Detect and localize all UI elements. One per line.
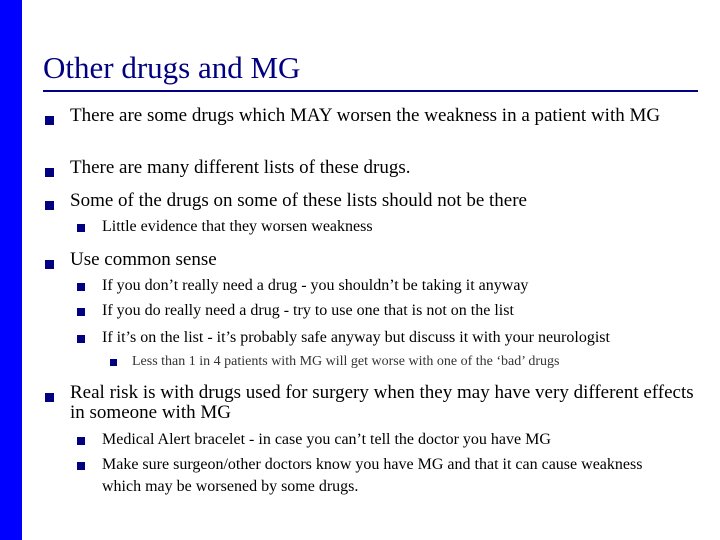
- sub-bullet-item: [80, 216, 700, 238]
- square-bullet-icon: [45, 260, 54, 269]
- sub-bullet-item: [80, 429, 700, 451]
- sub-bullet-text: Medical Alert bracelet - in case you can’t tell the doctor you have MG: [102, 431, 551, 448]
- bullet-text: Real risk is with drugs used for surgery when they may have very different effects in someone with MG: [70, 382, 694, 423]
- square-bullet-icon: [77, 283, 85, 291]
- sub-bullet-text: If you don’t really need a drug - you shouldn’t be taking it anyway: [102, 277, 529, 294]
- sub-bullet-text: Little evidence that they worsen weakness: [102, 218, 373, 235]
- square-bullet-icon: [77, 462, 85, 470]
- square-bullet-icon: [77, 308, 85, 316]
- square-bullet-icon: [110, 359, 117, 366]
- sub-bullet-text: If it’s on the list - it’s probably safe anyway but discuss it with your neurologist: [102, 329, 610, 346]
- sub-bullet-item: [80, 275, 700, 297]
- bullet-item: [48, 191, 698, 211]
- sub-sub-bullet-text: Less than 1 in 4 patients with MG will get worse with one of the ‘bad’ drugs: [132, 354, 560, 369]
- bullet-item: [48, 106, 698, 126]
- square-bullet-icon: [45, 168, 54, 177]
- left-accent-bar: [0, 0, 22, 540]
- sub-bullet-item: [80, 300, 700, 322]
- square-bullet-icon: [45, 393, 54, 402]
- sub-bullet-item: [80, 454, 660, 498]
- title-underline: [43, 90, 698, 92]
- bullet-text: There are some drugs which MAY worsen the weakness in a patient with MG: [70, 105, 661, 126]
- sub-sub-bullet-item: [113, 353, 703, 371]
- left-accent-divider: [22, 0, 24, 540]
- square-bullet-icon: [77, 437, 85, 445]
- bullet-text: There are many different lists of these drugs.: [70, 157, 411, 178]
- bullet-text: Some of the drugs on some of these lists should not be there: [70, 190, 527, 211]
- bullet-text: Use common sense: [70, 249, 217, 270]
- sub-bullet-text: Make sure surgeon/other doctors know you have MG and that it can cause weakness which may be worsened by some drugs.: [102, 456, 643, 495]
- bullet-item: [48, 383, 708, 423]
- square-bullet-icon: [77, 224, 85, 232]
- square-bullet-icon: [45, 116, 54, 125]
- bullet-item: [48, 158, 698, 178]
- square-bullet-icon: [45, 201, 54, 210]
- sub-bullet-text: If you do really need a drug - try to use one that is not on the list: [102, 302, 514, 319]
- slide-title: Other drugs and MG: [43, 50, 301, 85]
- sub-bullet-item: [80, 327, 700, 349]
- bullet-item: [48, 250, 698, 270]
- square-bullet-icon: [77, 335, 85, 343]
